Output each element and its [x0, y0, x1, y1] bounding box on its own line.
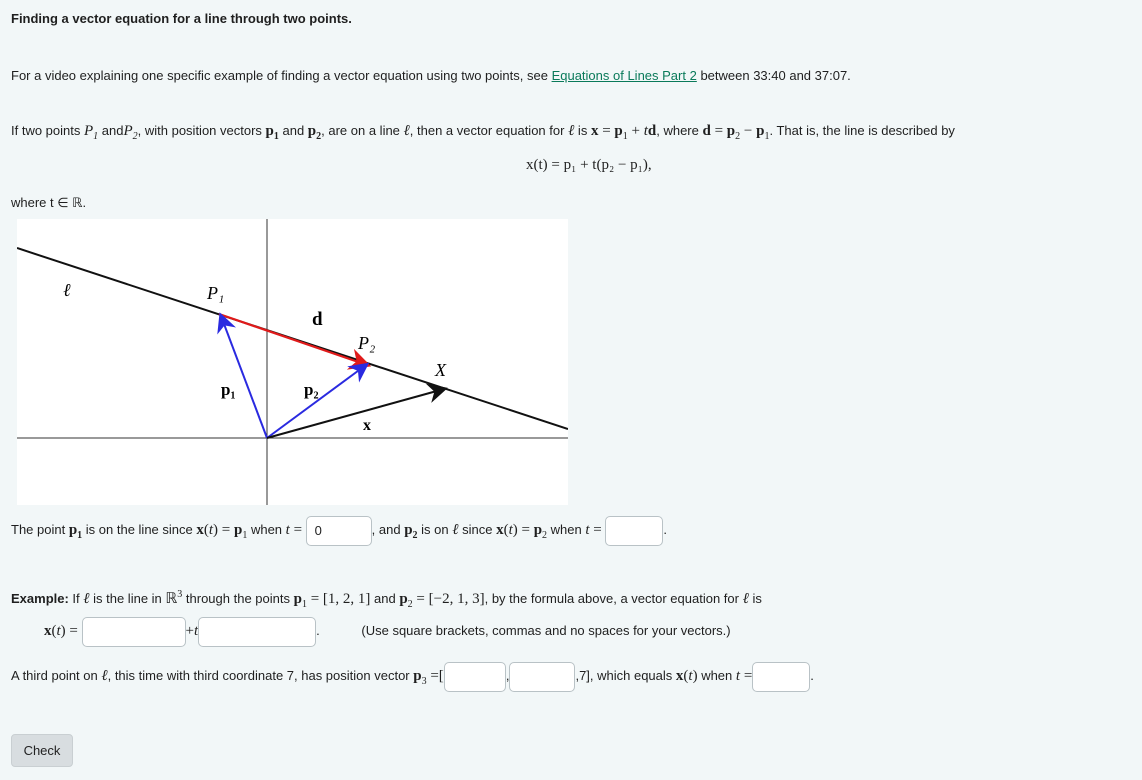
diagram-svg: [17, 219, 568, 505]
p2-value: [−2, 1, 3]: [428, 591, 485, 607]
vector-equation-row: x(t) = +t . (Use square brackets, commas and no spaces for your vectors.): [44, 615, 731, 647]
math-ell: ℓ: [742, 591, 749, 607]
question-text: when: [247, 522, 286, 537]
math-p2-value: $p_2 = [-2$, 1, 3]: [399, 591, 485, 610]
example-label: Example:: [11, 591, 69, 606]
math-P2: $P_2$: [123, 123, 138, 142]
label-P1: P₁: [207, 283, 225, 303]
vector-input-d[interactable]: [198, 617, 316, 647]
line-diagram: [17, 219, 568, 505]
vector-p2: [267, 365, 366, 438]
math-xt: x(t): [675, 668, 698, 684]
math-p2: $p_2$: [404, 522, 418, 541]
coord-input-2[interactable]: [509, 662, 575, 692]
third-point-text: when: [697, 668, 736, 683]
question-text: is on the line since: [82, 522, 197, 537]
label-p1: p₁: [221, 380, 236, 399]
third-point-text: , this time with third coordinate 7, has position vector: [107, 668, 414, 683]
vector-input-p1[interactable]: [82, 617, 186, 647]
t-answer-input-2[interactable]: [605, 516, 663, 546]
example-text: and: [370, 591, 400, 606]
question-text: The point: [11, 522, 69, 537]
coord-input-1[interactable]: [444, 662, 506, 692]
example-text: through the points: [182, 591, 294, 606]
t-answer-input-3[interactable]: [752, 662, 810, 692]
video-text-after: between 33:40 and 37:07.: [696, 68, 851, 83]
intro-text: , are on a line: [321, 123, 404, 138]
label-X: X: [435, 360, 446, 380]
formula-text: x(t) = p₁ + t(p₂ − p₁),: [526, 157, 652, 173]
math-p2: $p_2$: [307, 123, 322, 142]
question-text: when: [547, 522, 586, 537]
label-d: d: [312, 309, 323, 330]
intro-text: and: [278, 123, 308, 138]
t-answer-input-1[interactable]: 0: [306, 516, 372, 546]
math-equation: $x = p_1$ + td: [590, 123, 657, 142]
third-point-row: A third point on ℓ, this time with third coordinate 7, has position vector $p_3$ =[ , ,7], which equals x(t) when t = .: [11, 660, 814, 698]
third-point-text: A third point on: [11, 668, 102, 683]
intro-paragraph: [11, 123, 955, 142]
label-ell: ℓ: [63, 280, 71, 300]
example-text: is: [748, 591, 762, 606]
math-plus-t: +t: [185, 623, 199, 639]
math-ell: ℓ: [452, 522, 459, 538]
math-p1-value: $p_1 = [1$, 2, 1]: [293, 591, 371, 610]
intro-text: . That is, the line is described by: [769, 123, 955, 138]
video-link[interactable]: Equations of Lines Part 2: [551, 68, 697, 83]
math-t-eq: t =: [735, 668, 753, 684]
math-xt-eq-p2: $x(t) = p_2$: [496, 522, 548, 541]
intro-text: , then a vector equation for: [409, 123, 569, 138]
math-R3: ℝ$^3$: [165, 589, 183, 607]
math-ell: ℓ: [568, 123, 575, 139]
example-text: is the line in: [89, 591, 166, 606]
vector-p1: [221, 316, 267, 438]
math-p1: $p_1$: [265, 123, 279, 142]
math-t-eq: t =: [585, 522, 602, 538]
p1-value: [1, 2, 1]: [322, 591, 371, 607]
intro-text: is: [574, 123, 591, 138]
display-formula: [526, 157, 652, 174]
math-xt-eq-p1: $x(t) = p_1$: [196, 522, 248, 541]
math-p3: $p_3$ =[: [413, 668, 444, 687]
label-p2: p₂: [304, 380, 319, 399]
math-xt: x(t) =: [44, 623, 78, 639]
intro-text: , where: [656, 123, 703, 138]
label-x: x: [363, 417, 371, 434]
video-text-before: For a video explaining one specific example of finding a vector equation using two points, see: [11, 68, 552, 83]
video-paragraph: [11, 68, 851, 83]
math-d-def: $d = p_2 - p_1$: [702, 123, 770, 142]
page-title: Finding a vector equation for a line through two points.: [11, 11, 352, 26]
intro-text: If two points: [11, 123, 84, 138]
question-text: since: [458, 522, 497, 537]
example-paragraph: [11, 589, 762, 610]
intro-text: , with position vectors: [137, 123, 266, 138]
format-hint: (Use square brackets, commas and no spaces for your vectors.): [361, 623, 731, 638]
math-t-eq: t =: [285, 522, 303, 538]
question-text: is on: [417, 522, 453, 537]
example-text: , by the formula above, a vector equation for: [484, 591, 743, 606]
math-ell: ℓ: [101, 668, 108, 684]
point-question: The point $p_1$ is on the line since $x(t) = p_1$ when t = 0 , and $p_2$ is on ℓ since $x(t) = p_2$ when t = .: [11, 514, 667, 552]
math-P1: $P_1$: [83, 123, 99, 142]
third-point-text: 7], which equals: [579, 668, 676, 683]
vector-d: [219, 314, 367, 365]
example-text: If: [68, 591, 84, 606]
math-p1: $p_1$: [68, 522, 83, 541]
math-ell: ℓ: [83, 591, 90, 607]
math-ell: ℓ: [403, 123, 410, 139]
question-text: , and: [371, 522, 405, 537]
vector-x: [267, 389, 444, 438]
intro-text: and: [98, 123, 124, 138]
where-text: where t ∈ ℝ.: [11, 195, 87, 210]
label-P2: P₂: [358, 333, 376, 353]
check-button[interactable]: Check: [11, 734, 73, 767]
